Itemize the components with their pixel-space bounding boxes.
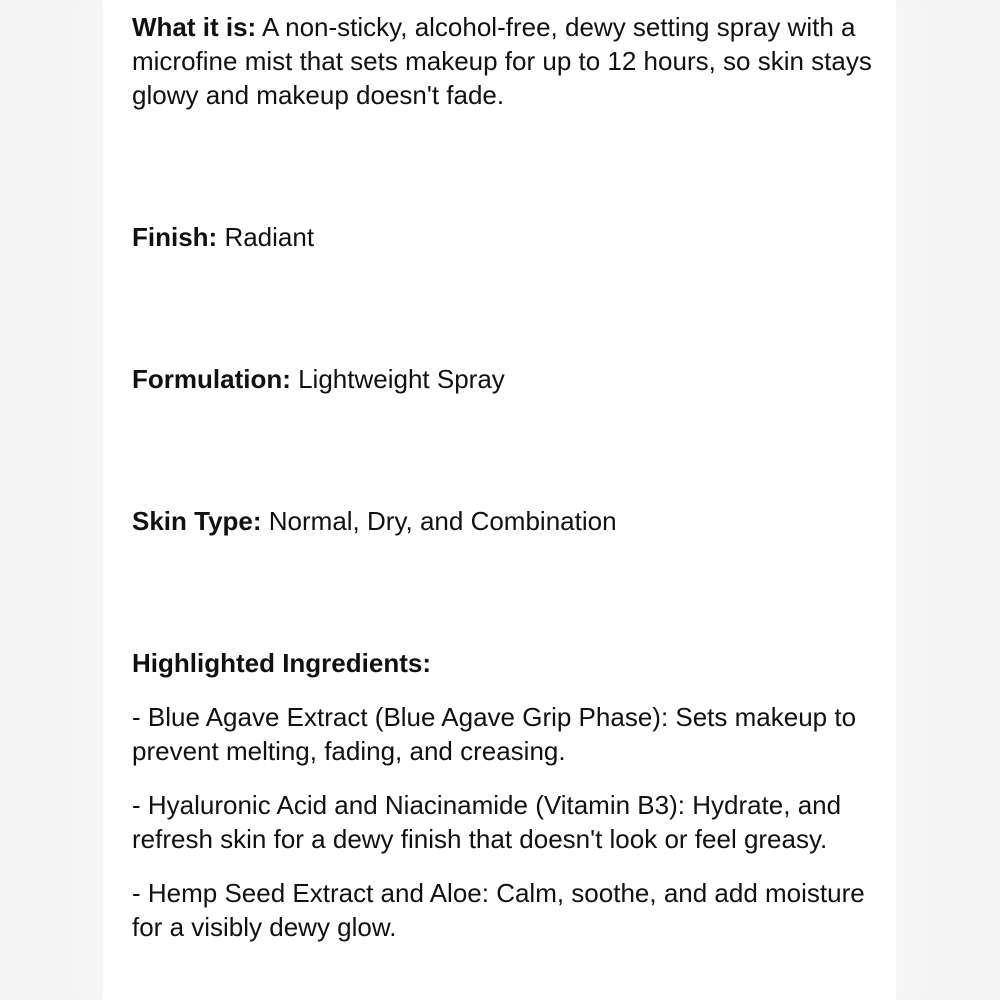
skin-type-label: Skin Type:	[132, 506, 262, 536]
ingredient-item: - Hemp Seed Extract and Aloe: Calm, soothe, and add moisture for a visibly dewy glow.	[132, 878, 865, 942]
ingredient-item: - Blue Agave Extract (Blue Agave Grip Phase): Sets makeup to prevent melting, fading, and creasing.	[132, 702, 857, 766]
product-description	[132, 10, 877, 964]
what-it-is-label: What it is:	[132, 12, 257, 42]
what-it-is-paragraph	[132, 10, 877, 112]
finish-paragraph	[132, 220, 877, 254]
highlighted-ingredients-heading	[132, 646, 877, 680]
what-it-is-text: A non-sticky, alcohol-free, dewy setting spray with a microfine mist that sets makeup for up to 12 hours, so skin stays glowy and makeup doesn't fade.	[132, 12, 872, 110]
ingredient-item: - Hyaluronic Acid and Niacinamide (Vitamin B3): Hydrate, and refresh skin for a dewy finish that doesn't look or feel greasy.	[132, 790, 842, 854]
finish-label: Finish:	[132, 222, 218, 252]
skin-type-paragraph	[132, 504, 877, 538]
highlighted-ingredients-label: Highlighted Ingredients:	[132, 648, 431, 678]
formulation-text: Lightweight Spray	[290, 364, 505, 394]
formulation-paragraph	[132, 362, 877, 396]
finish-text: Radiant	[217, 222, 315, 252]
skin-type-text: Normal, Dry, and Combination	[261, 506, 617, 536]
formulation-label: Formulation:	[132, 364, 291, 394]
product-description-page	[103, 0, 896, 1000]
